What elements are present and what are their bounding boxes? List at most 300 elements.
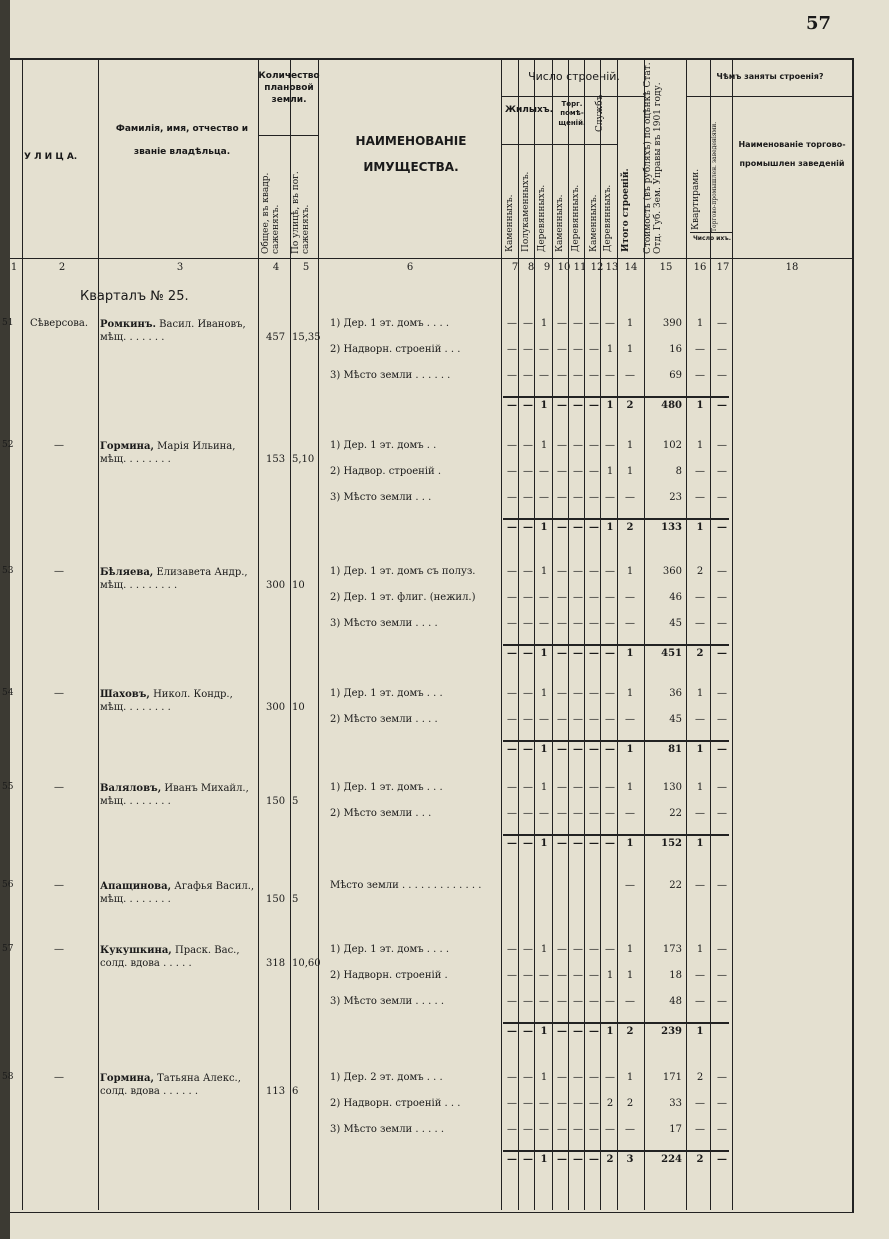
subtotal-building-count: —	[605, 838, 615, 849]
subtotal-building-count: —	[557, 1026, 567, 1037]
subtotal-building-count: —	[589, 522, 599, 533]
property-value: 18	[669, 970, 682, 981]
property-item: 2) Надворн. строеній . . .	[330, 1098, 461, 1109]
header-owner: Фамилія, имя, отчество и званіе владѣльца.	[115, 124, 249, 158]
apartments-count: 2	[696, 566, 704, 577]
subtotal-building-count: —	[573, 522, 583, 533]
subtotal-building-count: 1	[540, 1154, 548, 1165]
subtotal-building-count: 1	[540, 522, 548, 533]
building-count: —	[573, 618, 583, 629]
building-count: —	[589, 492, 599, 503]
occupied-subheader-rule	[686, 96, 852, 97]
column-number: 6	[406, 262, 414, 273]
header-trade: Торг. помѣщеній.	[558, 100, 586, 127]
land-area: 457	[266, 332, 286, 343]
subtotal-rule	[503, 644, 729, 646]
property-item: 1) Дер. 2 эт. домъ . . .	[330, 1072, 443, 1083]
building-count: —	[573, 370, 583, 381]
subtotal-trade: —	[717, 522, 727, 533]
total-buildings: 1	[626, 782, 634, 793]
building-count: —	[557, 466, 567, 477]
building-count: —	[573, 492, 583, 503]
subtotal-value: 239	[661, 1026, 682, 1037]
building-count: —	[605, 492, 615, 503]
subtotal-building-count: —	[507, 522, 517, 533]
column-number: 3	[176, 262, 184, 273]
property-item: 1) Дер. 1 эт. домъ . . . .	[330, 944, 450, 955]
subtotal-building-count: —	[523, 522, 533, 533]
property-value: 102	[662, 440, 682, 451]
building-count: —	[507, 996, 517, 1007]
building-count: —	[523, 688, 533, 699]
property-item: 1) Дер. 1 эт. домъ . . . .	[330, 318, 450, 329]
buildings-subheader-rule	[501, 96, 644, 97]
owner-given-names: Елизавета Андр.,	[153, 567, 248, 578]
building-count: —	[523, 566, 533, 577]
page-binding-edge	[0, 0, 10, 1239]
building-count: —	[539, 970, 549, 981]
building-count: —	[589, 688, 599, 699]
building-count: 1	[540, 440, 548, 451]
trade-count: —	[717, 618, 727, 629]
street-name: —	[54, 944, 64, 955]
building-count: —	[557, 688, 567, 699]
building-count: 2	[606, 1098, 614, 1109]
building-count: —	[557, 714, 567, 725]
building-count: —	[539, 592, 549, 603]
street-frontage: 10	[292, 702, 305, 713]
page-number: 57	[806, 13, 832, 34]
total-buildings: —	[625, 808, 635, 819]
building-count: —	[557, 566, 567, 577]
trade-count: —	[717, 344, 727, 355]
building-count: —	[605, 618, 615, 629]
subtotal-building-count: —	[557, 838, 567, 849]
subtotal-building-count: —	[523, 400, 533, 411]
row-number: 55	[2, 782, 14, 792]
owner-name	[100, 944, 256, 970]
total-buildings: —	[625, 592, 635, 603]
building-count: —	[507, 344, 517, 355]
street-name: —	[54, 782, 64, 793]
total-buildings: 2	[626, 1098, 634, 1109]
building-count: —	[539, 618, 549, 629]
building-count: —	[573, 1072, 583, 1083]
building-count: 1	[606, 970, 614, 981]
subtotal-building-count: 1	[540, 400, 548, 411]
header-bottom-rule	[10, 258, 853, 259]
subtotal-rule	[503, 396, 729, 398]
trade-count: —	[717, 880, 727, 891]
owner-given-names: Марія Ильина,	[153, 441, 236, 452]
column-rule	[501, 60, 502, 1210]
street-frontage: 10	[292, 580, 305, 591]
building-count: —	[523, 808, 533, 819]
column-number: 9	[543, 262, 551, 273]
building-count: —	[523, 492, 533, 503]
header-wooden: Деревянныхъ.	[537, 184, 547, 252]
subtotal-building-count: —	[523, 1154, 533, 1165]
building-count: —	[557, 370, 567, 381]
property-value: 16	[669, 344, 682, 355]
building-count: —	[573, 944, 583, 955]
row-number: 52	[2, 440, 14, 450]
trade-count: —	[717, 592, 727, 603]
header-total-buildings: Итого строеній.	[621, 168, 631, 252]
header-land-total: Общее, въ квадр. саженяхъ.	[261, 172, 281, 254]
building-count: —	[557, 782, 567, 793]
table-bottom-rule	[10, 1212, 853, 1213]
subtotal-apartments: 1	[696, 522, 704, 533]
property-item: 3) Мѣсто земли . . . . .	[330, 996, 444, 1007]
building-count: —	[605, 318, 615, 329]
building-count: 1	[606, 466, 614, 477]
owner-surname: Кукушкина,	[100, 945, 172, 956]
owner-status: солд. вдова . . . . .	[100, 958, 192, 969]
row-number: 53	[2, 566, 14, 576]
building-count: —	[523, 370, 533, 381]
property-item: 2) Надвор. строеній .	[330, 466, 442, 477]
building-count: —	[507, 370, 517, 381]
street-frontage: 5	[292, 894, 299, 905]
building-count: —	[523, 592, 533, 603]
total-buildings: 1	[626, 688, 634, 699]
building-count: 1	[540, 1072, 548, 1083]
building-count: —	[523, 440, 533, 451]
subtotal-building-count: —	[507, 1154, 517, 1165]
property-item: 2) Мѣсто земли . . . .	[330, 714, 438, 725]
subtotal-building-count: —	[589, 400, 599, 411]
owner-name	[100, 1072, 256, 1098]
apartments-count: —	[695, 714, 705, 725]
building-count: —	[539, 370, 549, 381]
building-count: —	[523, 996, 533, 1007]
subtotal-building-count: —	[573, 648, 583, 659]
owner-name	[100, 440, 256, 466]
column-number: 15	[659, 262, 673, 273]
subtotal-rule	[503, 834, 729, 836]
count-label-rule	[690, 232, 732, 233]
building-count: —	[573, 1124, 583, 1135]
subtotal-building-count: —	[557, 522, 567, 533]
building-count: 1	[606, 344, 614, 355]
building-count: —	[589, 370, 599, 381]
owner-status: мѣщ. . . . . . . .	[100, 894, 171, 905]
column-rule	[686, 60, 687, 1210]
subtotal-rule	[503, 1150, 729, 1152]
owner-given-names: Агафья Васил.,	[171, 881, 255, 892]
building-count: —	[589, 592, 599, 603]
apartments-count: —	[695, 880, 705, 891]
building-count: —	[507, 714, 517, 725]
subtotal-building-count: —	[573, 1026, 583, 1037]
street-name: —	[54, 566, 64, 577]
property-value: 8	[675, 466, 682, 477]
building-count: —	[573, 344, 583, 355]
column-rule	[518, 60, 519, 1210]
building-count: 1	[540, 944, 548, 955]
building-count: —	[589, 782, 599, 793]
apartments-count: —	[695, 1124, 705, 1135]
trade-count: —	[717, 370, 727, 381]
property-value: 45	[669, 714, 682, 725]
building-count: —	[573, 466, 583, 477]
building-count: —	[573, 970, 583, 981]
column-rule	[600, 60, 601, 1210]
owner-surname: Ромкинъ.	[100, 319, 156, 330]
building-count: —	[589, 618, 599, 629]
header-trade-name: Наименованіе торгово-промышлен заведеній	[738, 140, 846, 169]
trade-count: —	[717, 970, 727, 981]
subtotal-value: 224	[661, 1154, 682, 1165]
property-item: 3) Мѣсто земли . . .	[330, 492, 432, 503]
header-stone: Каменныхъ.	[505, 194, 515, 252]
column-number: 7	[511, 262, 519, 273]
subtotal-rule	[503, 740, 729, 742]
trade-count: —	[717, 714, 727, 725]
subtotal-building-count: —	[507, 744, 517, 755]
subtotal-buildings: 3	[626, 1154, 634, 1165]
street-frontage: 5,10	[292, 454, 315, 465]
building-count: —	[605, 1124, 615, 1135]
apartments-count: —	[695, 466, 705, 477]
trade-count: —	[717, 782, 727, 793]
subtotal-building-count: —	[589, 1026, 599, 1037]
total-buildings: 1	[626, 344, 634, 355]
building-count: —	[589, 944, 599, 955]
apartments-count: —	[695, 592, 705, 603]
quarter-title: Кварталъ № 25.	[80, 289, 189, 304]
subtotal-building-count: —	[589, 648, 599, 659]
subtotal-trade: —	[717, 400, 727, 411]
building-count: —	[507, 944, 517, 955]
land-area: 300	[266, 702, 286, 713]
owner-name	[100, 688, 256, 714]
subtotal-value: 451	[661, 648, 682, 659]
header-land-street: По улицѣ, въ пог. саженяхъ.	[291, 171, 311, 254]
building-count: —	[589, 1098, 599, 1109]
property-value: 48	[669, 996, 682, 1007]
property-item: 1) Дер. 1 эт. домъ съ полуз.	[330, 566, 476, 577]
subtotal-rule	[503, 518, 729, 520]
building-count: —	[557, 996, 567, 1007]
subtotal-building-count: —	[605, 648, 615, 659]
building-count: —	[573, 440, 583, 451]
building-count: —	[589, 566, 599, 577]
column-rule	[552, 60, 553, 1210]
owner-name	[100, 880, 256, 906]
building-count: —	[557, 344, 567, 355]
subtotal-trade: —	[717, 744, 727, 755]
building-count: —	[507, 808, 517, 819]
building-count: —	[605, 370, 615, 381]
land-area: 150	[266, 796, 286, 807]
building-count: —	[523, 618, 533, 629]
subtotal-building-count: —	[605, 744, 615, 755]
total-buildings: —	[625, 492, 635, 503]
header-apartments: Квартирами.	[691, 168, 701, 230]
building-count: —	[523, 1124, 533, 1135]
subtotal-buildings: 2	[626, 1026, 634, 1037]
subtotal-building-count: —	[557, 400, 567, 411]
owner-name	[100, 318, 256, 344]
column-rule	[22, 60, 23, 1210]
column-number: 5	[302, 262, 310, 273]
header-land-group: Количество плановой земли.	[258, 71, 320, 106]
street-frontage: 6	[292, 1086, 299, 1097]
property-item: 3) Мѣсто земли . . . .	[330, 618, 438, 629]
owner-surname: Гормина,	[100, 441, 154, 452]
building-count: —	[557, 808, 567, 819]
owner-status: мѣщ. . . . . . . .	[100, 702, 171, 713]
header-service: Службъ	[595, 94, 605, 132]
apartments-count: —	[695, 344, 705, 355]
subtotal-building-count: 1	[540, 648, 548, 659]
building-count: —	[589, 344, 599, 355]
building-count: —	[523, 944, 533, 955]
subtotal-trade: —	[717, 648, 727, 659]
land-area: 153	[266, 454, 286, 465]
property-value: 17	[669, 1124, 682, 1135]
column-rule	[534, 60, 535, 1210]
building-count: —	[523, 970, 533, 981]
owner-given-names: Никол. Кондр.,	[149, 689, 233, 700]
row-number: 58	[2, 1072, 14, 1082]
owner-surname: Гормина,	[100, 1073, 154, 1084]
column-number: 2	[58, 262, 66, 273]
building-count: —	[539, 1124, 549, 1135]
row-number: 57	[2, 944, 14, 954]
building-count: —	[589, 996, 599, 1007]
street-name: —	[54, 688, 64, 699]
building-count: —	[523, 1098, 533, 1109]
building-count: —	[523, 782, 533, 793]
owner-surname: Апащинова,	[100, 881, 172, 892]
total-buildings: 1	[626, 566, 634, 577]
subtotal-value: 133	[661, 522, 682, 533]
building-count: —	[507, 592, 517, 603]
subtotal-building-count: —	[573, 400, 583, 411]
apartments-count: —	[695, 1098, 705, 1109]
subtotal-value: 81	[668, 744, 682, 755]
building-count: —	[557, 492, 567, 503]
row-number: 54	[2, 688, 14, 698]
column-number: 14	[624, 262, 638, 273]
property-value: 173	[662, 944, 682, 955]
header-occupied-group: Чѣмъ заняты строенія?	[716, 72, 824, 81]
total-buildings: —	[625, 880, 635, 891]
subtotal-building-count: —	[507, 838, 517, 849]
building-count: —	[557, 970, 567, 981]
subtotal-buildings: 1	[626, 648, 634, 659]
building-count: —	[605, 440, 615, 451]
building-count: —	[589, 1124, 599, 1135]
row-number: 51	[2, 318, 14, 328]
subtotal-building-count: 1	[606, 522, 614, 533]
property-value: 36	[669, 688, 682, 699]
building-count: —	[507, 466, 517, 477]
subtotal-building-count: 1	[540, 1026, 548, 1037]
property-item: 1) Дер. 1 эт. домъ . . .	[330, 782, 443, 793]
subtotal-building-count: —	[573, 838, 583, 849]
subtotal-apartments: 1	[696, 1026, 704, 1037]
building-count: 1	[540, 782, 548, 793]
header-buildings-group: Число строеній.	[528, 70, 620, 83]
building-count: —	[573, 808, 583, 819]
property-item: 1) Дер. 1 эт. домъ . . .	[330, 688, 443, 699]
owner-given-names: Васил. Ивановъ,	[156, 319, 246, 330]
property-item: Мѣсто земли . . . . . . . . . . . . .	[330, 880, 482, 891]
apartments-count: —	[695, 492, 705, 503]
building-count: —	[557, 618, 567, 629]
column-number: 11	[573, 262, 587, 273]
header-stone2: Каменныхъ.	[555, 194, 565, 252]
building-count: 1	[540, 318, 548, 329]
header-residential: Жилыхъ.	[504, 105, 554, 115]
owner-status: мѣщ. . . . . . . .	[100, 796, 171, 807]
total-buildings: —	[625, 996, 635, 1007]
building-count: —	[573, 566, 583, 577]
building-count: —	[523, 1072, 533, 1083]
owner-given-names: Иванъ Михайл.,	[161, 783, 249, 794]
header-stone3: Каменныхъ.	[589, 194, 599, 252]
subtotal-building-count: —	[589, 744, 599, 755]
total-buildings: 1	[626, 440, 634, 451]
total-buildings: —	[625, 370, 635, 381]
subtotal-building-count: 2	[606, 1154, 614, 1165]
building-count: —	[539, 808, 549, 819]
apartments-count: 2	[696, 1072, 704, 1083]
building-count: —	[589, 808, 599, 819]
total-buildings: —	[625, 618, 635, 629]
building-count: —	[557, 592, 567, 603]
street-frontage: 5	[292, 796, 299, 807]
header-count-label: Число ихъ.	[692, 235, 732, 242]
property-value: 390	[662, 318, 682, 329]
column-number: 8	[527, 262, 535, 273]
property-item: 2) Мѣсто земли . . .	[330, 808, 432, 819]
trade-count: —	[717, 808, 727, 819]
subtotal-value: 152	[661, 838, 682, 849]
building-count: —	[573, 714, 583, 725]
building-count: —	[589, 466, 599, 477]
building-count: 1	[540, 566, 548, 577]
subtotal-building-count: —	[507, 1026, 517, 1037]
building-count: —	[507, 318, 517, 329]
header-wooden2: Деревянныхъ.	[571, 184, 581, 252]
column-number: 12	[590, 262, 604, 273]
trade-count: —	[717, 1124, 727, 1135]
header-street: У Л И Ц А.	[24, 152, 78, 162]
owner-status: мѣщ. . . . . . .	[100, 332, 165, 343]
land-area: 318	[266, 958, 286, 969]
owner-given-names: Татьяна Алекс.,	[153, 1073, 241, 1084]
building-count: —	[605, 688, 615, 699]
total-buildings: —	[625, 714, 635, 725]
building-count: —	[539, 344, 549, 355]
subtotal-rule	[503, 1022, 729, 1024]
column-rule	[98, 60, 99, 1210]
building-count: —	[539, 466, 549, 477]
apartments-count: 1	[696, 944, 704, 955]
trade-count: —	[717, 466, 727, 477]
owner-status: солд. вдова . . . . . .	[100, 1086, 199, 1097]
building-count: —	[605, 808, 615, 819]
subtotal-buildings: 2	[626, 400, 634, 411]
building-count: —	[557, 440, 567, 451]
owner-name	[100, 782, 256, 808]
building-count: —	[523, 344, 533, 355]
